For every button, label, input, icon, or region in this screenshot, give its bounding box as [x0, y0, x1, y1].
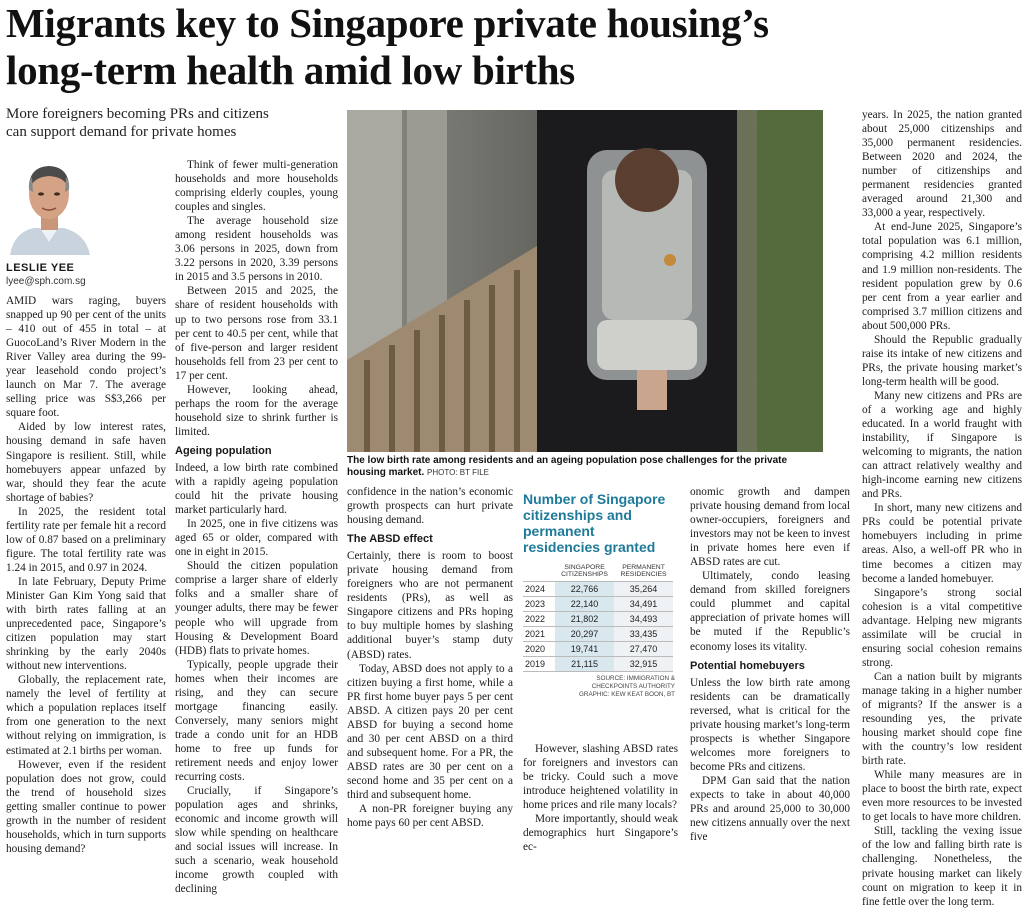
source-line-1: SOURCE: IMMIGRATION &: [596, 675, 675, 682]
author-email[interactable]: lyee@sph.com.sg: [6, 276, 86, 287]
paragraph: Many new citizens and PRs are of a working age and highly educated. In a world fraught with instability, if Singapore is welcoming to migrants, the nation can attract relatively wealthy and high-income earning new citizens and PRs.: [862, 389, 1022, 501]
paragraph: confidence in the nation’s economic growth prospects can hurt private housing demand.: [347, 486, 513, 527]
permanent-residencies-cell: 34,493: [614, 612, 673, 627]
citizenships-cell: 20,297: [555, 627, 614, 642]
header-permanent-residencies: PERMANENT RESIDENCIES: [614, 563, 673, 582]
paragraph: At end-June 2025, Singapore’s total population was 6.1 million, comprising 4.2 million residents and 1.9 million non-residents. The resident population grew by 0.6 per cent from a year earlier and comprised 3.7 million citizens and about 500,000 PRs.: [862, 221, 1022, 332]
table-row: [523, 597, 673, 612]
lead-photo: [347, 110, 823, 452]
paragraph: Ultimately, condo leasing demand from skilled foreigners could plummet and capital appreciation of private homes will be muted if the Republic’s economy loses its vitality.: [690, 570, 850, 653]
year-cell: 2019: [523, 657, 555, 672]
paragraph: Indeed, a low birth rate combined with a rapidly ageing population could hit the private housing market particularly hard.: [175, 461, 338, 517]
paragraph: Aided by low interest rates, housing demand in safe haven Singapore is resilient. Still, while homebuyers appear unfazed by war, should they fear the acute shortage of babies?: [6, 421, 166, 504]
photo-credit: PHOTO: BT FILE: [427, 468, 489, 477]
paragraph: The average household size among resident households was 3.06 persons in 2025, down from 3.22 persons in 2020, 3.39 persons in 2015 and 3.5 persons in 2010.: [175, 215, 338, 284]
header-year: [523, 563, 555, 582]
paragraph: However, even if the resident population does not grow, could the trend of household sizes getting smaller continue to power growth in the number of resident households, which in turn supports housing demand?: [6, 758, 166, 855]
permanent-residencies-cell: 27,470: [614, 642, 673, 657]
paragraph: Singapore’s strong social cohesion is a vital competitive advantage. Helping new migrants assimilate will be crucial in ensuring social cohesion remains strong.: [862, 586, 1022, 669]
paragraph: Think of fewer multi-generation households and more households comprising elderly couples, young couples and singles.: [175, 159, 338, 214]
author-name: LESLIE YEE: [6, 262, 75, 274]
paragraph: In 2025, the resident total fertility rate per female hit a record low of 0.87 based on a preliminary figure. The total fertility rate was 1.24 in 2015, and 0.97 in 2024.: [6, 505, 166, 574]
paragraph: Still, tackling the vexing issue of the low and falling birth rate is challenging. Nonetheless, the private housing market can likely count on migration to keep it in fine fettle over the long term.: [862, 825, 1022, 908]
citizenships-cell: 19,741: [555, 642, 614, 657]
paragraph: In short, many new citizens and PRs could be potential private homebuyers including in prime areas. Also, a well-off PR who in time becomes a citizen may become a landed homebuyer.: [862, 502, 1022, 585]
column-6: [862, 108, 1022, 909]
paragraph: However, looking ahead, perhaps the room for the average household size to shrink further is limited.: [175, 383, 338, 438]
citizenship-pr-table: [523, 491, 675, 697]
paragraph: Can a nation built by migrants manage taking in a higher number of migrants? If the answer is a resounding yes, the private housing market should cope fine with the country’s low resident birth rate.: [862, 670, 1022, 768]
citizenships-cell: 21,802: [555, 612, 614, 627]
graphic-credit: GRAPHIC: KEW KEAT BOON, BT: [579, 691, 675, 698]
paragraph: While many measures are in place to boost the birth rate, expect even more resources to be invested to get locals to have more children.: [862, 769, 1022, 824]
year-cell: 2020: [523, 642, 555, 657]
caption-text: The low birth rate among residents and an ageing population pose challenges for the private housing market.: [347, 455, 788, 478]
paragraph: In late February, Deputy Prime Minister Gan Kim Yong said that with birth rates falling at an unprecedented pace, Singapore’s citizen population may start shrinking by the early 2040s without new interventions.: [6, 575, 166, 673]
column-3: [347, 485, 513, 830]
paragraph: Unless the low birth rate among residents can be dramatically reversed, what is critical for the private housing market’s long-term prospects is whether Singapore welcomes more foreigners to become PRs and citizens.: [690, 676, 850, 773]
permanent-residencies-cell: 33,435: [614, 627, 673, 642]
citizenships-cell: 22,766: [555, 582, 614, 597]
paragraph: years. In 2025, the nation granted about 25,000 citizenships and 35,000 permanent residencies. Between 2020 and 2024, the number of citizenships and permanent residencies granted averaged around 21,300 and 33,000 a year, respectively.: [862, 109, 1022, 220]
headline-line-1: Migrants key to Singapore private housing’s: [6, 0, 769, 46]
paragraph: AMID wars raging, buyers snapped up 90 per cent of the units – 410 out of 455 in total – at GuocoLand’s River Modern in the River Valley area during the 99-year leasehold condo project’s launch on Mar 7. The average selling price was S$3,266 per square foot.: [6, 295, 166, 420]
paragraph: Certainly, there is room to boost private housing demand from foreigners who are not permanent residents (PRs), as well as Singapore citizens and PRs hoping to buy multiple homes by slashing additional buyer’s stamp duty (ABSD) rates.: [347, 550, 513, 661]
permanent-residencies-cell: 34,491: [614, 597, 673, 612]
table-row: [523, 657, 673, 672]
citizenships-cell: 21,115: [555, 657, 614, 672]
author-photo: [6, 150, 92, 255]
year-cell: 2021: [523, 627, 555, 642]
column-4: [523, 742, 678, 854]
source-line-2: CHECKPOINTS AUTHORITY: [591, 683, 675, 690]
data-table: [523, 563, 673, 672]
subheading-potential-homebuyers: Potential homebuyers: [690, 659, 805, 672]
table-row: [523, 582, 673, 597]
subheading-absd-effect: The ABSD effect: [347, 533, 433, 546]
paragraph: A non-PR foreigner buying any home pays 60 per cent ABSD.: [347, 803, 513, 830]
paragraph: However, slashing ABSD rates for foreigners and investors can be tricky. Could such a move introduce heightened volatility in home prices and rile many locals?: [523, 743, 678, 812]
citizenships-cell: 22,140: [555, 597, 614, 612]
paragraph: onomic growth and dampen private housing demand from local owner-occupiers, foreigners and investors may not be keen to invest in private homes here even if ABSD rates are cut.: [690, 486, 850, 569]
paragraph: In 2025, one in five citizens was aged 65 or older, compared with one in eight in 2015.: [175, 518, 338, 559]
headline-line-2: long-term health amid low births: [6, 47, 575, 93]
paragraph: Should the citizen population comprise a larger share of elderly folks and a smaller share of younger adults, there may be fewer people who will upgrade from Housing & Development Board (HDB) flats to private homes.: [175, 560, 338, 657]
subheading-ageing-population: Ageing population: [175, 444, 272, 457]
paragraph: Today, ABSD does not apply to a citizen buying a first home, while a PR first home buyer pays 5 per cent ABSD. A citizen pays 20 per cent ABSD for buying a second home and 30 per cent ABSD on a third and subsequent home. For a PR, the ABSD rates are 30 per cent on a second home and 35 per cent on a third and subsequent home.: [347, 662, 513, 801]
table-row: [523, 642, 673, 657]
header-citizenships: SINGAPORE CITIZENSHIPS: [555, 563, 614, 582]
paragraph: Between 2015 and 2025, the share of resident households with up to two persons rose from 33.1 per cent to 40.5 per cent, while that of five-person and larger resident households fell from 23 per cent to 17 per cent.: [175, 285, 338, 382]
paragraph: Globally, the replacement rate, namely the level of fertility at which a population replaces itself from one generation to the next without relying on immigration, is estimated at 2.1 births per woman.: [6, 674, 166, 757]
headline: [6, 0, 1020, 94]
deck-line-1: More foreigners becoming PRs and citizens: [6, 106, 269, 122]
paragraph: Typically, people upgrade their homes when their incomes are rising, and they can secure mortgage financing easily. Conversely, many seniors might trade a condo unit for an HDB home to free up funds for retirement needs and enjoy lower recurring costs.: [175, 658, 338, 784]
photo-caption: [347, 455, 823, 479]
paragraph: Should the Republic gradually raise its intake of new citizens and PRs, the private housing market’s long-term health will be good.: [862, 333, 1022, 388]
table-title: Number of Singapore citizenships and permanent residencies granted: [523, 491, 666, 555]
paragraph: More importantly, should weak demographics hurt Singapore’s ec-: [523, 813, 678, 854]
year-cell: 2022: [523, 612, 555, 627]
column-5: [690, 485, 850, 844]
table-source: [523, 675, 675, 699]
paragraph: Crucially, if Singapore’s population ages and shrinks, economic and income growth will slow while spending on healthcare and social issues will increase. In such a scenario, weak household income growth coupled with declining: [175, 785, 338, 896]
column-1: [6, 294, 166, 856]
year-cell: 2024: [523, 582, 555, 597]
year-cell: 2023: [523, 597, 555, 612]
table-row: [523, 612, 673, 627]
permanent-residencies-cell: 32,915: [614, 657, 673, 672]
permanent-residencies-cell: 35,264: [614, 582, 673, 597]
paragraph: DPM Gan said that the nation expects to take in about 40,000 PRs and around 25,000 to 30,000 new citizens annually over the next five: [690, 774, 850, 844]
deck-line-2: can support demand for private homes: [6, 124, 237, 140]
column-2: [175, 158, 338, 896]
table-row: [523, 627, 673, 642]
deck: [6, 105, 336, 141]
